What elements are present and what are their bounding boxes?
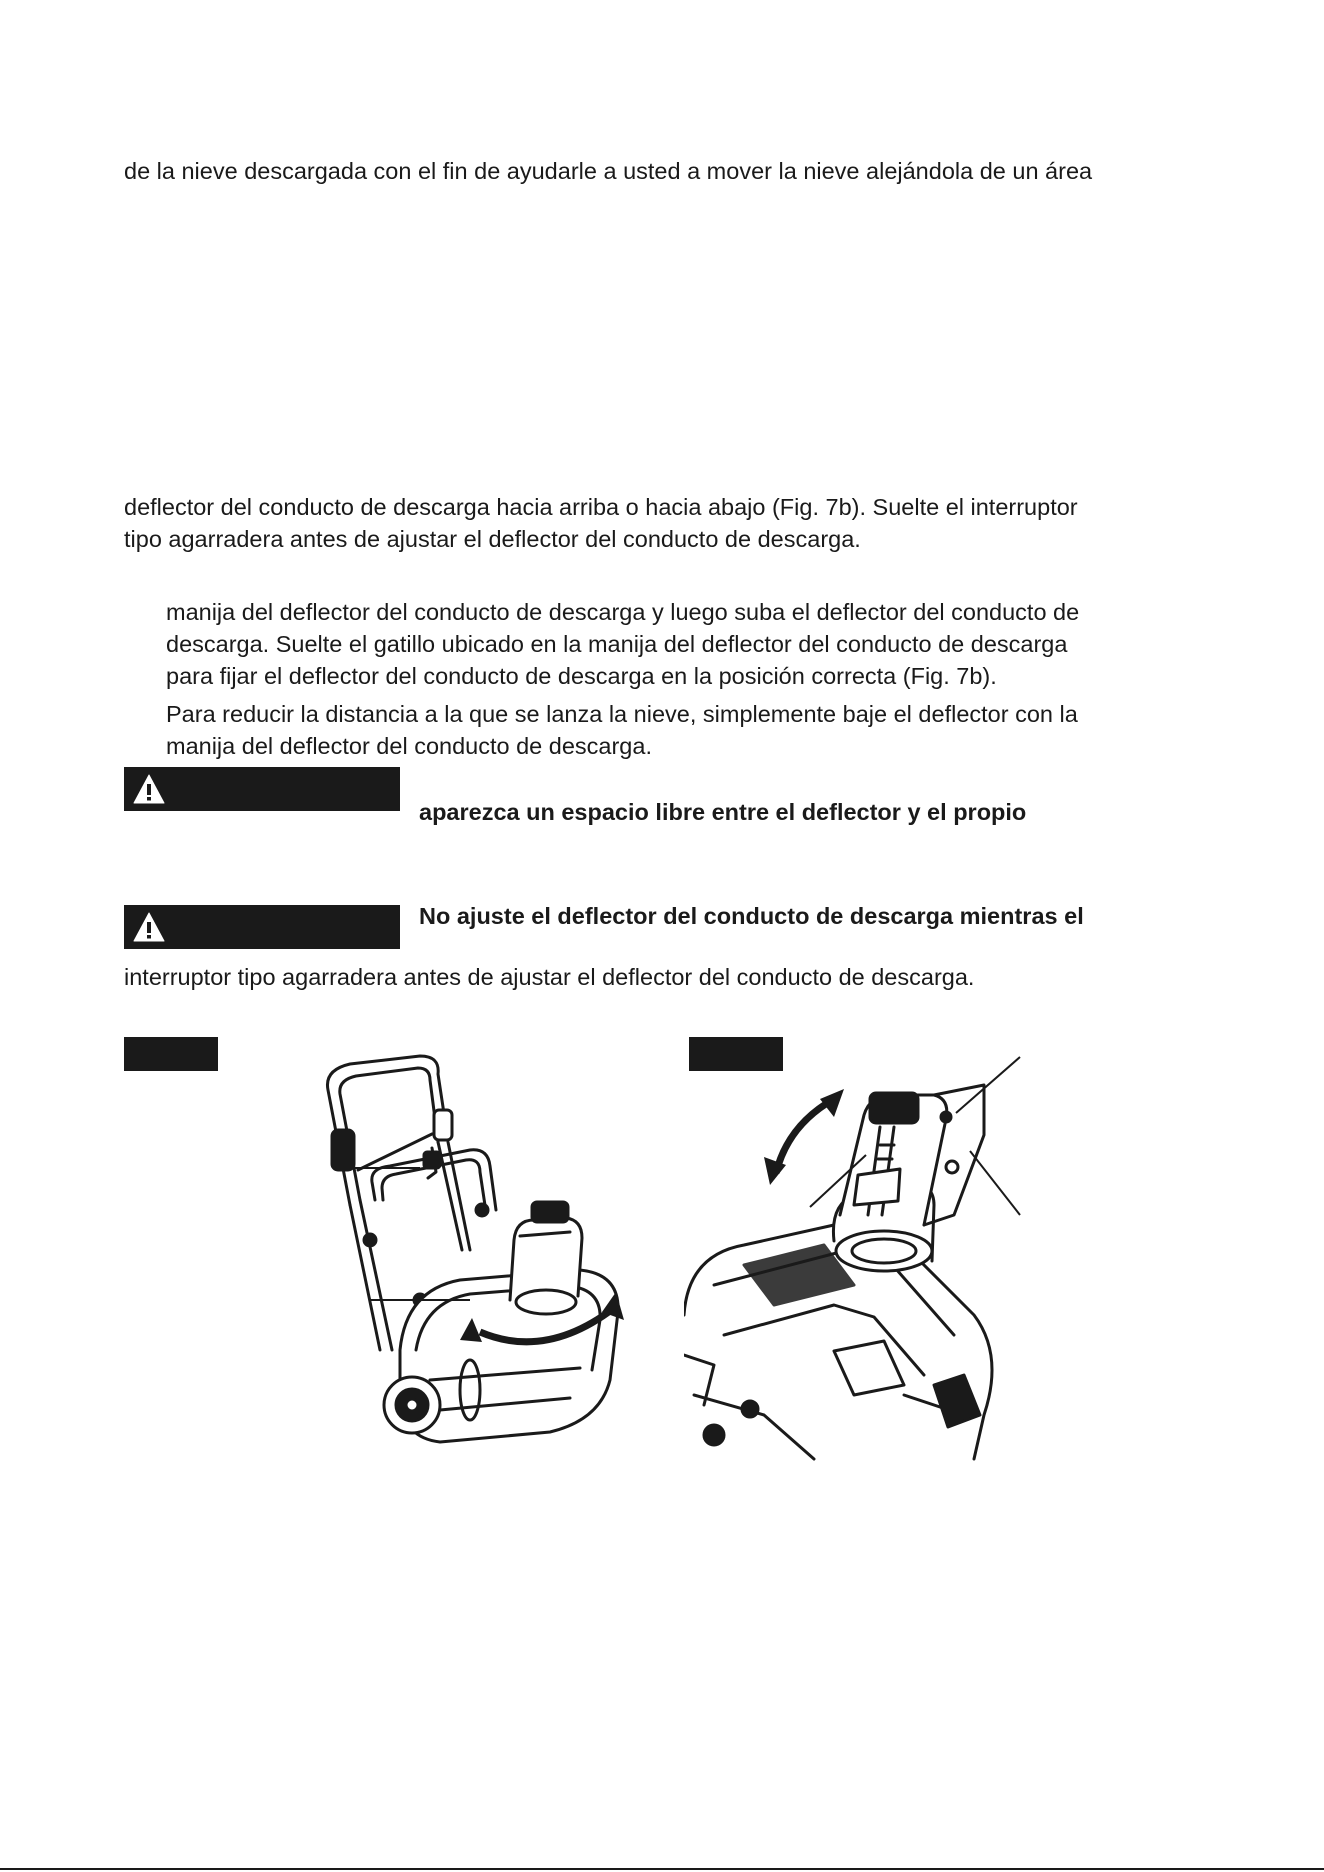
- text-line-4: manija del deflector del conducto de descarga y luego suba el deflector del conducto de: [166, 599, 1080, 625]
- text-line-9: interruptor tipo agarradera antes de ajustar el deflector del conducto de descarga.: [124, 964, 975, 990]
- chute-deflector-illustration: [684, 1055, 1054, 1465]
- warning-bar-1: [124, 767, 400, 811]
- text-line-1: de la nieve descargada con el fin de ayudarle a usted a mover la nieve alejándola de un área: [124, 158, 1093, 184]
- text-line-8: manija del deflector del conducto de descarga.: [166, 733, 652, 759]
- text-line-6: para fijar el deflector del conducto de descarga en la posición correcta (Fig. 7b).: [166, 663, 997, 689]
- figure-label-7a: [124, 1037, 218, 1071]
- text-line-3: tipo agarradera antes de ajustar el deflector del conducto de descarga.: [124, 526, 861, 552]
- bottom-rule: [0, 1868, 1324, 1870]
- warning-triangle-icon: [132, 773, 166, 805]
- text-line-7: Para reducir la distancia a la que se lanza la nieve, simplemente baje el deflector con la: [166, 701, 1078, 727]
- warning-bar-2: [124, 905, 400, 949]
- warning-text-2: No ajuste el deflector del conducto de descarga mientras el: [419, 903, 1084, 929]
- text-line-5: descarga. Suelte el gatillo ubicado en la manija del deflector del conducto de descarga: [166, 631, 1068, 657]
- warning-triangle-icon: [132, 911, 166, 943]
- snow-thrower-illustration: [320, 1050, 640, 1450]
- warning-text-1: aparezca un espacio libre entre el deflector y el propio: [419, 799, 1027, 825]
- text-line-2: deflector del conducto de descarga hacia arriba o hacia abajo (Fig. 7b). Suelte el interruptor: [124, 494, 1078, 520]
